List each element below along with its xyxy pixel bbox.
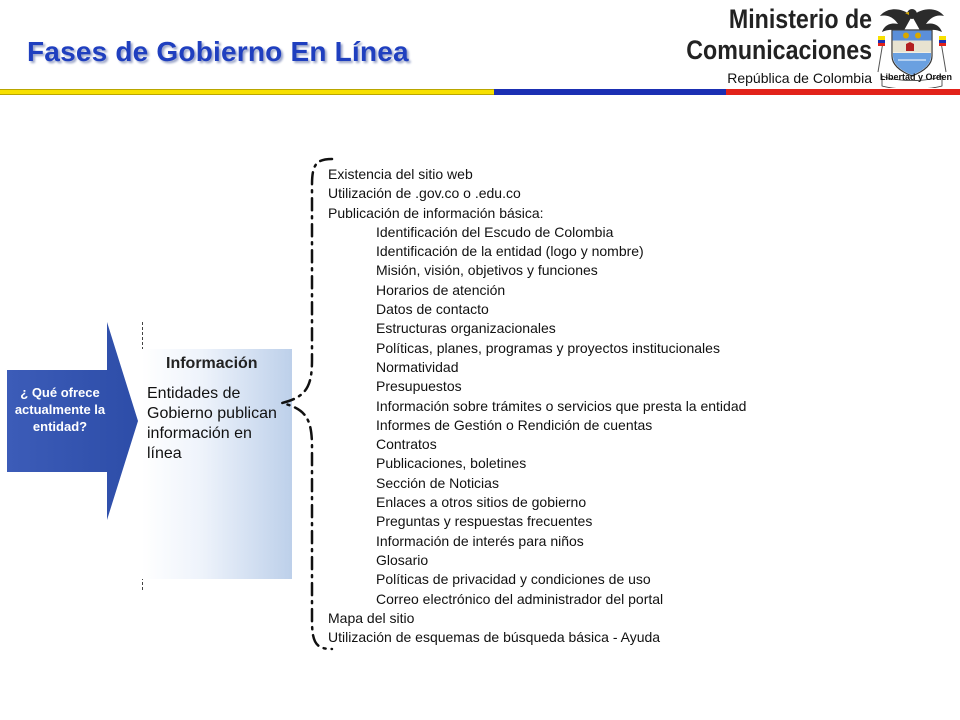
list-item: Políticas, planes, programas y proyectos institucionales: [376, 339, 720, 356]
ministry-line-3: República de Colombia: [727, 70, 872, 86]
phase-title: Información: [166, 355, 258, 372]
list-item: Enlaces a otros sitios de gobierno: [376, 494, 587, 511]
list-item: Información sobre trámites o servicios que presta la entidad: [376, 397, 747, 414]
flag-yellow-stripe: [0, 89, 494, 95]
list-item: Utilización de esquemas de búsqueda básica - Ayuda: [328, 629, 661, 646]
curly-brace: [276, 155, 336, 655]
question-text: ¿ Qué ofrece actualmente la entidad?: [14, 385, 106, 434]
requirements-list: [328, 165, 746, 647]
list-item: Identificación de la entidad (logo y nombre): [376, 243, 644, 260]
ministry-line-1: Ministerio de: [728, 4, 872, 34]
list-item: Preguntas y respuestas frecuentes: [376, 513, 593, 530]
list-item: Correo electrónico del administrador del portal: [376, 590, 664, 607]
list-item: Estructuras organizacionales: [376, 320, 556, 337]
list-item: Informes de Gestión o Rendición de cuentas: [376, 416, 653, 433]
list-item: Contratos: [376, 436, 437, 453]
list-item: Horarios de atención: [376, 281, 506, 298]
list-item: Políticas de privacidad y condiciones de uso: [376, 571, 651, 588]
motto-text: Libertad y Orden: [880, 72, 953, 82]
flag-color-bar: [0, 89, 960, 95]
phase-description: Entidades de Gobierno publican información en línea: [147, 385, 277, 462]
list-item: Presupuestos: [376, 378, 462, 395]
flag-blue-stripe: [494, 89, 726, 95]
list-item: Identificación del Escudo de Colombia: [376, 223, 614, 240]
ministry-logo-text: [656, 4, 872, 88]
list-item: Información de interés para niños: [376, 532, 584, 549]
ministry-line-2: Comunicaciones: [686, 35, 872, 65]
page-title: Fases de Gobierno En Línea: [27, 36, 409, 67]
list-item: Datos de contacto: [376, 301, 489, 318]
list-item: Existencia del sitio web: [328, 166, 473, 182]
list-item: Mapa del sitio: [328, 609, 415, 626]
list-item: Misión, visión, objetivos y funciones: [376, 262, 598, 279]
flag-red-stripe: [726, 89, 960, 95]
list-item: Normatividad: [376, 358, 459, 375]
list-item: Publicación de información básica:: [328, 204, 544, 221]
list-item: Utilización de .gov.co o .edu.co: [328, 185, 521, 202]
list-item: Publicaciones, boletines: [376, 455, 527, 472]
list-item: Sección de Noticias: [376, 474, 499, 491]
list-item: Glosario: [376, 551, 429, 568]
